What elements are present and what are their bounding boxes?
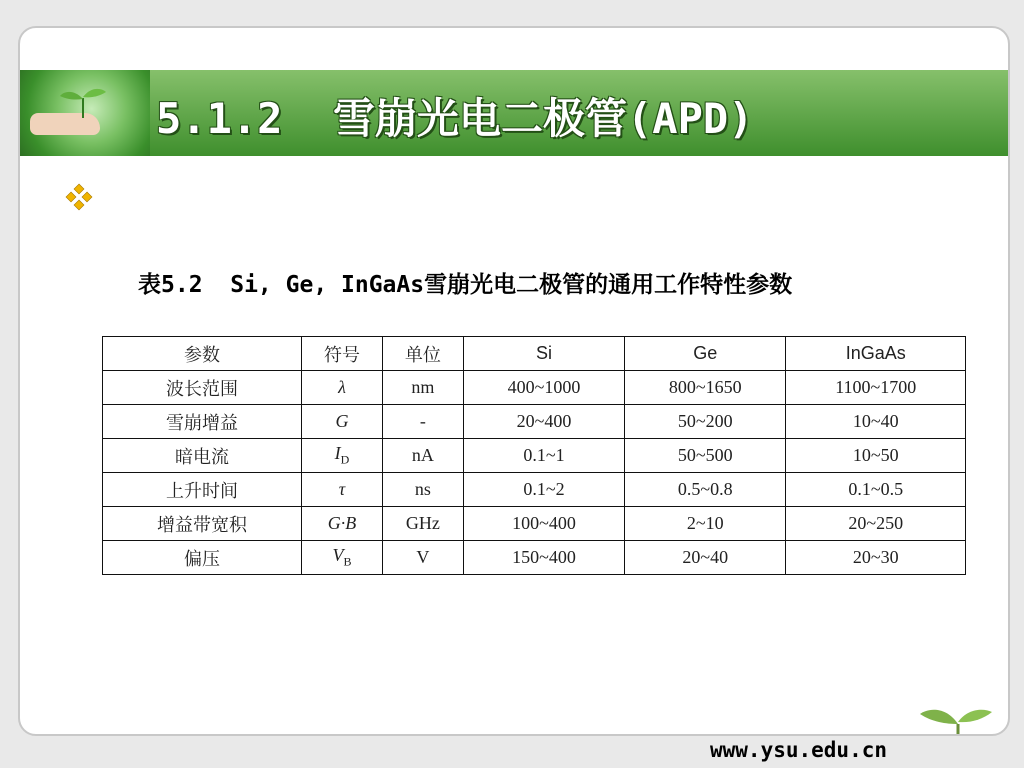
- parameter-cell: 波长范围: [103, 371, 302, 405]
- ge-value-cell: 800~1650: [625, 371, 786, 405]
- symbol-cell: [302, 371, 383, 405]
- parameter-cell: 偏压: [103, 541, 302, 575]
- footer-url: www.ysu.edu.cn: [710, 738, 888, 762]
- si-value-cell: 0.1~1: [463, 439, 624, 473]
- apd-parameter-table: [102, 336, 966, 575]
- header-cell: 单位: [382, 337, 463, 371]
- symbol-cell: [302, 439, 383, 473]
- parameter-cell: 暗电流: [103, 439, 302, 473]
- unit-cell: nm: [382, 371, 463, 405]
- header-cell: 符号: [302, 337, 383, 371]
- header-cell: 参数: [103, 337, 302, 371]
- unit-cell: -: [382, 405, 463, 439]
- ingaas-value-cell: 10~40: [786, 405, 966, 439]
- sprout-icon: [58, 84, 108, 118]
- si-value-cell: 0.1~2: [463, 473, 624, 507]
- table-header-row: [103, 337, 966, 371]
- header-cell: Ge: [625, 337, 786, 371]
- ge-value-cell: 20~40: [625, 541, 786, 575]
- symbol-cell: [302, 541, 383, 575]
- symbol-text: I: [334, 443, 341, 464]
- symbol-cell: [302, 507, 383, 541]
- ge-value-cell: 0.5~0.8: [625, 473, 786, 507]
- si-value-cell: 20~400: [463, 405, 624, 439]
- ge-value-cell: 50~200: [625, 405, 786, 439]
- ingaas-value-cell: 10~50: [786, 439, 966, 473]
- ingaas-value-cell: 0.1~0.5: [786, 473, 966, 507]
- parameter-cell: 雪崩增益: [103, 405, 302, 439]
- symbol-cell: [302, 405, 383, 439]
- table-row: [103, 439, 966, 473]
- table-row: [103, 541, 966, 575]
- table-row: [103, 473, 966, 507]
- si-value-cell: 100~400: [463, 507, 624, 541]
- table-body: [103, 371, 966, 575]
- table-row: [103, 507, 966, 541]
- ge-value-cell: 50~500: [625, 439, 786, 473]
- header-cell: InGaAs: [786, 337, 966, 371]
- slide-frame: [18, 26, 1010, 736]
- si-value-cell: 400~1000: [463, 371, 624, 405]
- table-row: [103, 405, 966, 439]
- diamond-cluster-icon: [64, 182, 94, 212]
- slide-title: 5.1.2 雪崩光电二极管(APD): [156, 94, 754, 143]
- ingaas-value-cell: 20~30: [786, 541, 966, 575]
- symbol-cell: [302, 473, 383, 507]
- ge-value-cell: 2~10: [625, 507, 786, 541]
- ingaas-value-cell: 1100~1700: [786, 371, 966, 405]
- symbol-subscript: B: [343, 554, 352, 569]
- symbol-text: V: [332, 545, 344, 566]
- symbol-text: G: [335, 411, 349, 431]
- header-cell: Si: [463, 337, 624, 371]
- unit-cell: nA: [382, 439, 463, 473]
- symbol-text: τ: [338, 479, 346, 499]
- symbol-text: λ: [338, 377, 346, 397]
- ingaas-value-cell: 20~250: [786, 507, 966, 541]
- table-row: [103, 371, 966, 405]
- unit-cell: GHz: [382, 507, 463, 541]
- unit-cell: ns: [382, 473, 463, 507]
- si-value-cell: 150~400: [463, 541, 624, 575]
- unit-cell: V: [382, 541, 463, 575]
- title-banner: [20, 70, 1008, 156]
- hand-seedling-image: [20, 70, 150, 156]
- symbol-subscript: D: [340, 452, 350, 467]
- table-caption: 表5.2 Si, Ge, InGaAs雪崩光电二极管的通用工作特性参数: [138, 272, 793, 298]
- symbol-text: G·B: [327, 513, 357, 533]
- parameter-cell: 上升时间: [103, 473, 302, 507]
- seedling-icon: [916, 698, 996, 736]
- parameter-cell: 增益带宽积: [103, 507, 302, 541]
